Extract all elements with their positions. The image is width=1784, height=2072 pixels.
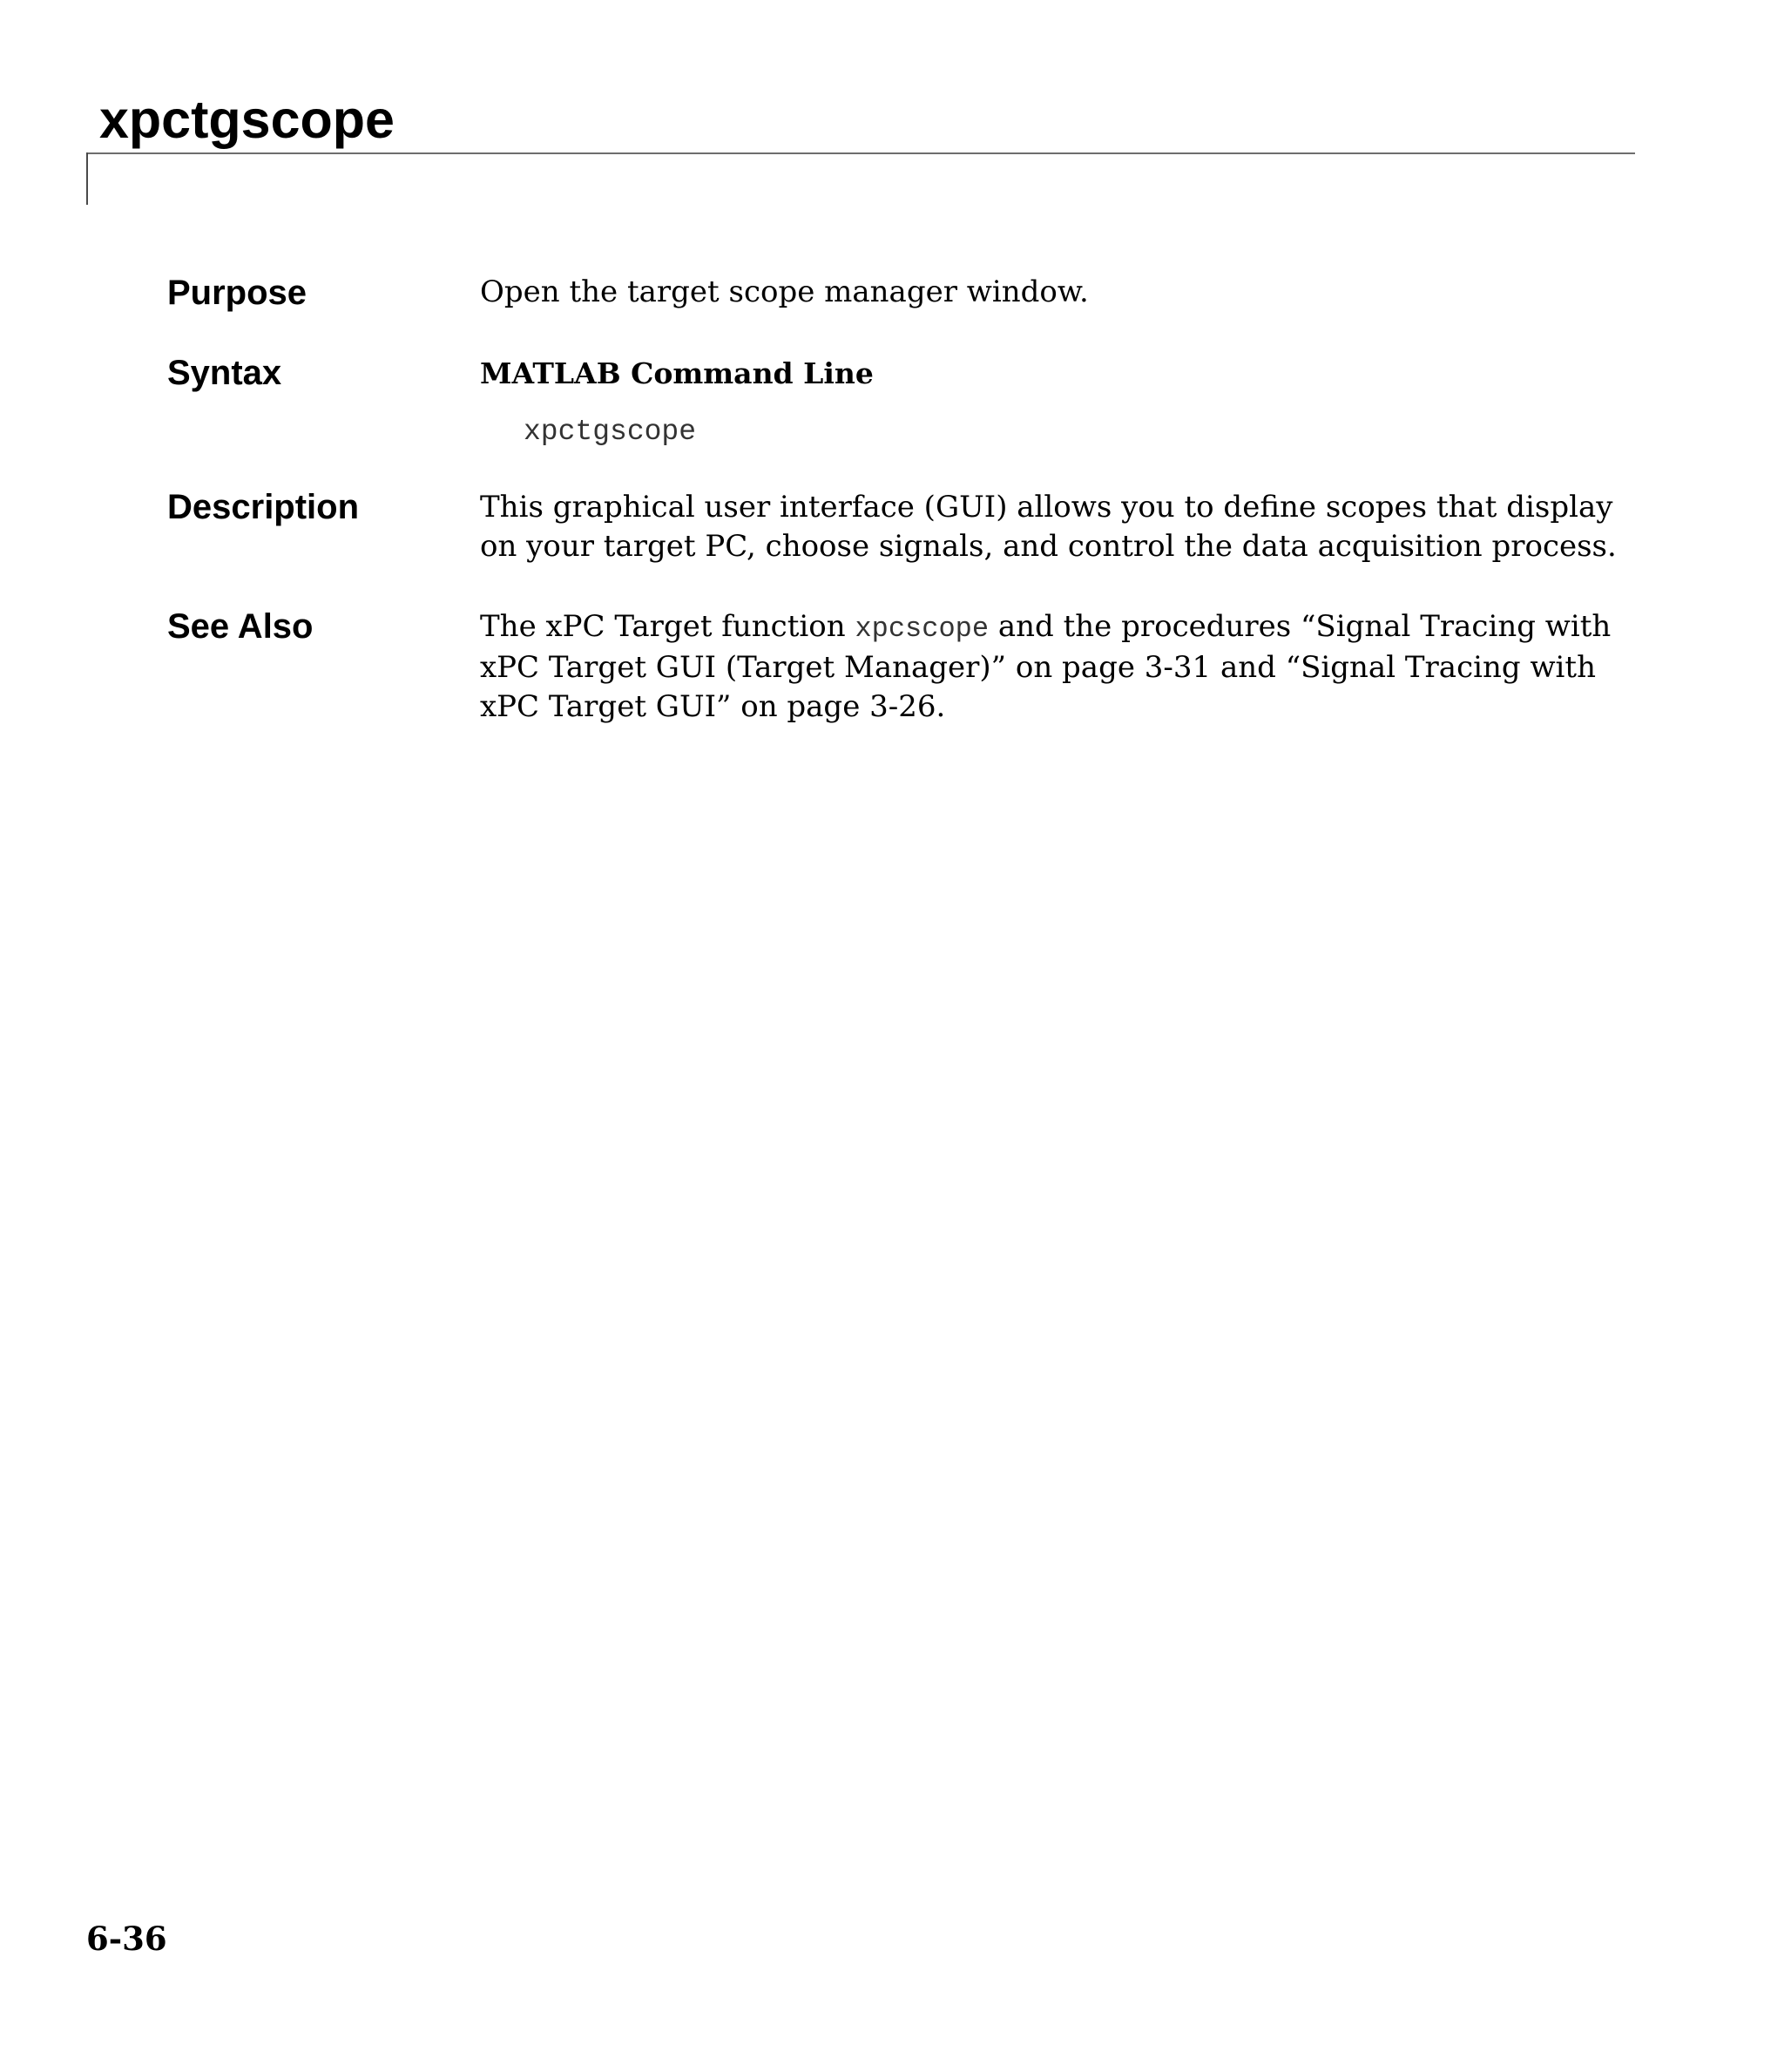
- syntax-code: xpctgscope: [524, 416, 697, 448]
- page-number: 6-36: [86, 1920, 167, 1958]
- purpose-text: Open the target scope manager window.: [480, 274, 1089, 309]
- description-label: Description: [167, 488, 360, 526]
- description-text: This graphical user interface (GUI) allows you to define scopes that display on your target PC, choose signals, and control the data acquisition process.: [480, 490, 1617, 564]
- syntax-subheading: MATLAB Command Line: [480, 356, 874, 390]
- syntax-label: Syntax: [167, 354, 282, 392]
- page-title: xpctgscope: [99, 90, 395, 149]
- purpose-label: Purpose: [167, 274, 307, 312]
- see-also-function-link[interactable]: xpcscope: [855, 613, 990, 645]
- header-rule-horizontal: [86, 152, 1635, 154]
- see-also-text-before: The xPC Target function: [480, 609, 855, 644]
- see-also-label: See Also: [167, 607, 314, 646]
- see-also-text-after: and the procedures “Signal Tracing with xPC Target GUI (Target Manager)” on page 3-31 and “Signal Tracing with xPC Target GUI” on page 3-26.: [480, 609, 1612, 724]
- see-also-text: [480, 607, 1639, 727]
- header-rule-vertical: [86, 152, 88, 205]
